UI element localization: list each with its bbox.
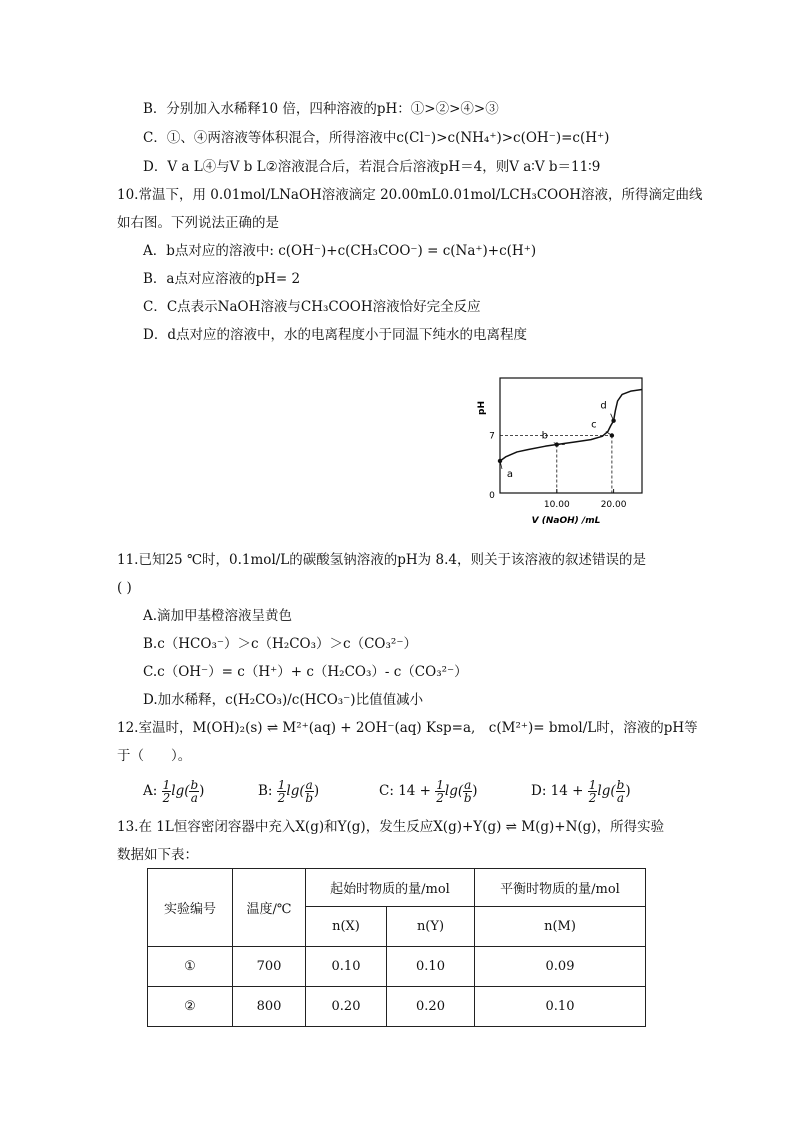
header-initial-amount: 起始时物质的量/mol	[306, 869, 475, 907]
half-fraction: $\frac{1}{2}$	[277, 778, 286, 805]
header-temperature: 温度/℃	[233, 869, 306, 947]
q10-option-c: C．C点表示NaOH溶液与CH₃COOH溶液恰好完全反应	[143, 299, 481, 315]
cell-ny: 0.10	[387, 947, 475, 987]
header-exp-no: 实验编号	[148, 869, 233, 947]
x-tick-label: 10.00	[543, 500, 570, 510]
q10-option-b: B．a点对应溶液的pH= 2	[143, 271, 301, 287]
header-nm: n(M)	[475, 907, 646, 947]
q12-option-a: A: $\frac{1}{2}$ lg( $\frac{b}{a}$ )	[143, 778, 205, 805]
q10-stem-line2: 如右图。下列说法正确的是	[117, 215, 279, 231]
q10-stem-line1: 10.常温下，用 0.01mol/LNaOH溶液滴定 20.00mL0.01mol/LCH₃COOH溶液，所得滴定曲线	[117, 187, 703, 203]
q9-option-c: C．①、④两溶液等体积混合，所得溶液中c(Cl⁻)>c(NH₄⁺)>c(OH⁻)=c(H⁺)	[143, 130, 610, 146]
half-fraction: $\frac{1}{2}$	[162, 778, 171, 805]
header-nx: n(X)	[306, 907, 387, 947]
table-row	[148, 947, 646, 987]
point-c-label: c	[591, 419, 597, 431]
y-axis-label: pH	[477, 401, 487, 415]
q12-option-a-label: A:	[143, 783, 158, 799]
q12-stem-line2: 于（ ）。	[117, 748, 192, 764]
titration-chart	[470, 370, 650, 530]
q11-answer-paren: ( )	[117, 580, 132, 596]
q12-option-d-label: D:	[531, 783, 547, 799]
header-ny: n(Y)	[387, 907, 475, 947]
x-tick-label: 0	[489, 491, 495, 501]
q12-option-b-label: B:	[258, 783, 273, 799]
q12-stem-line1: 12.室温时，M(OH)₂(s) ⇌ M²⁺(aq) + 2OH⁻(aq) Ksp=a, c(M²⁺)= bmol/L时，溶液的pH等	[117, 720, 698, 736]
point-a-label: a	[506, 468, 514, 480]
cell-id: ②	[148, 987, 233, 1027]
q11-option-b: B.c（HCO₃⁻）＞c（H₂CO₃）＞c（CO₃²⁻）	[143, 636, 417, 652]
q10-option-a: A．b点对应的溶液中: c(OH⁻)+c(CH₃COO⁻) = c(Na⁺)+c(H⁺)	[143, 243, 537, 259]
cell-temp: 700	[233, 947, 306, 987]
cell-nm: 0.10	[475, 987, 646, 1027]
q9-option-b: B．分别加入水稀释10 倍，四种溶液的pH：①>②>④>③	[143, 101, 499, 117]
q13-stem-line2: 数据如下表：	[117, 847, 198, 863]
q12-option-d: D: 14 + $\frac{1}{2}$ lg( $\frac{b}{a}$ )	[531, 778, 631, 805]
cell-nm: 0.09	[475, 947, 646, 987]
q12-option-c-label: C:	[379, 783, 394, 799]
experiment-data-table	[147, 868, 646, 1027]
cell-ny: 0.20	[387, 987, 475, 1027]
x-axis-label: V (NaOH) /mL	[531, 516, 601, 526]
x-tick-label: 20.00	[600, 500, 627, 510]
table-row	[148, 987, 646, 1027]
header-equilibrium-amount: 平衡时物质的量/mol	[475, 869, 646, 907]
q10-option-d: D．d点对应的溶液中，水的电离程度小于同温下纯水的电离程度	[143, 327, 527, 343]
q12-option-c: C: 14 + $\frac{1}{2}$ lg( $\frac{a}{b}$ )	[379, 778, 478, 805]
q13-stem-line1: 13.在 1L恒容密闭容器中充入X(g)和Y(g)，发生反应X(g)+Y(g) ⇌ M(g)+N(g)，所得实验	[117, 819, 665, 835]
half-fraction: $\frac{1}{2}$	[588, 778, 597, 805]
cell-nx: 0.10	[306, 947, 387, 987]
q12-option-b: B: $\frac{1}{2}$ lg( $\frac{a}{b}$ )	[258, 778, 320, 805]
point-d-label: d	[600, 400, 607, 412]
q11-option-c: C.c（OH⁻）= c（H⁺）+ c（H₂CO₃）- c（CO₃²⁻）	[143, 664, 468, 680]
q9-option-d: D．V a L④与V b L②溶液混合后，若混合后溶液pH＝4，则V a∶V b＝11∶9	[143, 159, 601, 175]
cell-temp: 800	[233, 987, 306, 1027]
cell-id: ①	[148, 947, 233, 987]
half-fraction: $\frac{1}{2}$	[436, 778, 444, 805]
q11-stem: 11.已知25 ℃时，0.1mol/L的碳酸氢钠溶液的pH为 8.4，则关于该溶液的叙述错误的是	[117, 552, 646, 568]
q11-option-a: A.滴加甲基橙溶液呈黄色	[143, 608, 293, 624]
titration-curve-line	[500, 390, 642, 461]
q11-option-d: D.加水稀释，c(H₂CO₃)/c(HCO₃⁻)比值值减小	[143, 692, 424, 708]
cell-nx: 0.20	[306, 987, 387, 1027]
y-tick-label: 7	[489, 431, 495, 442]
point-b-label: b	[541, 430, 548, 442]
